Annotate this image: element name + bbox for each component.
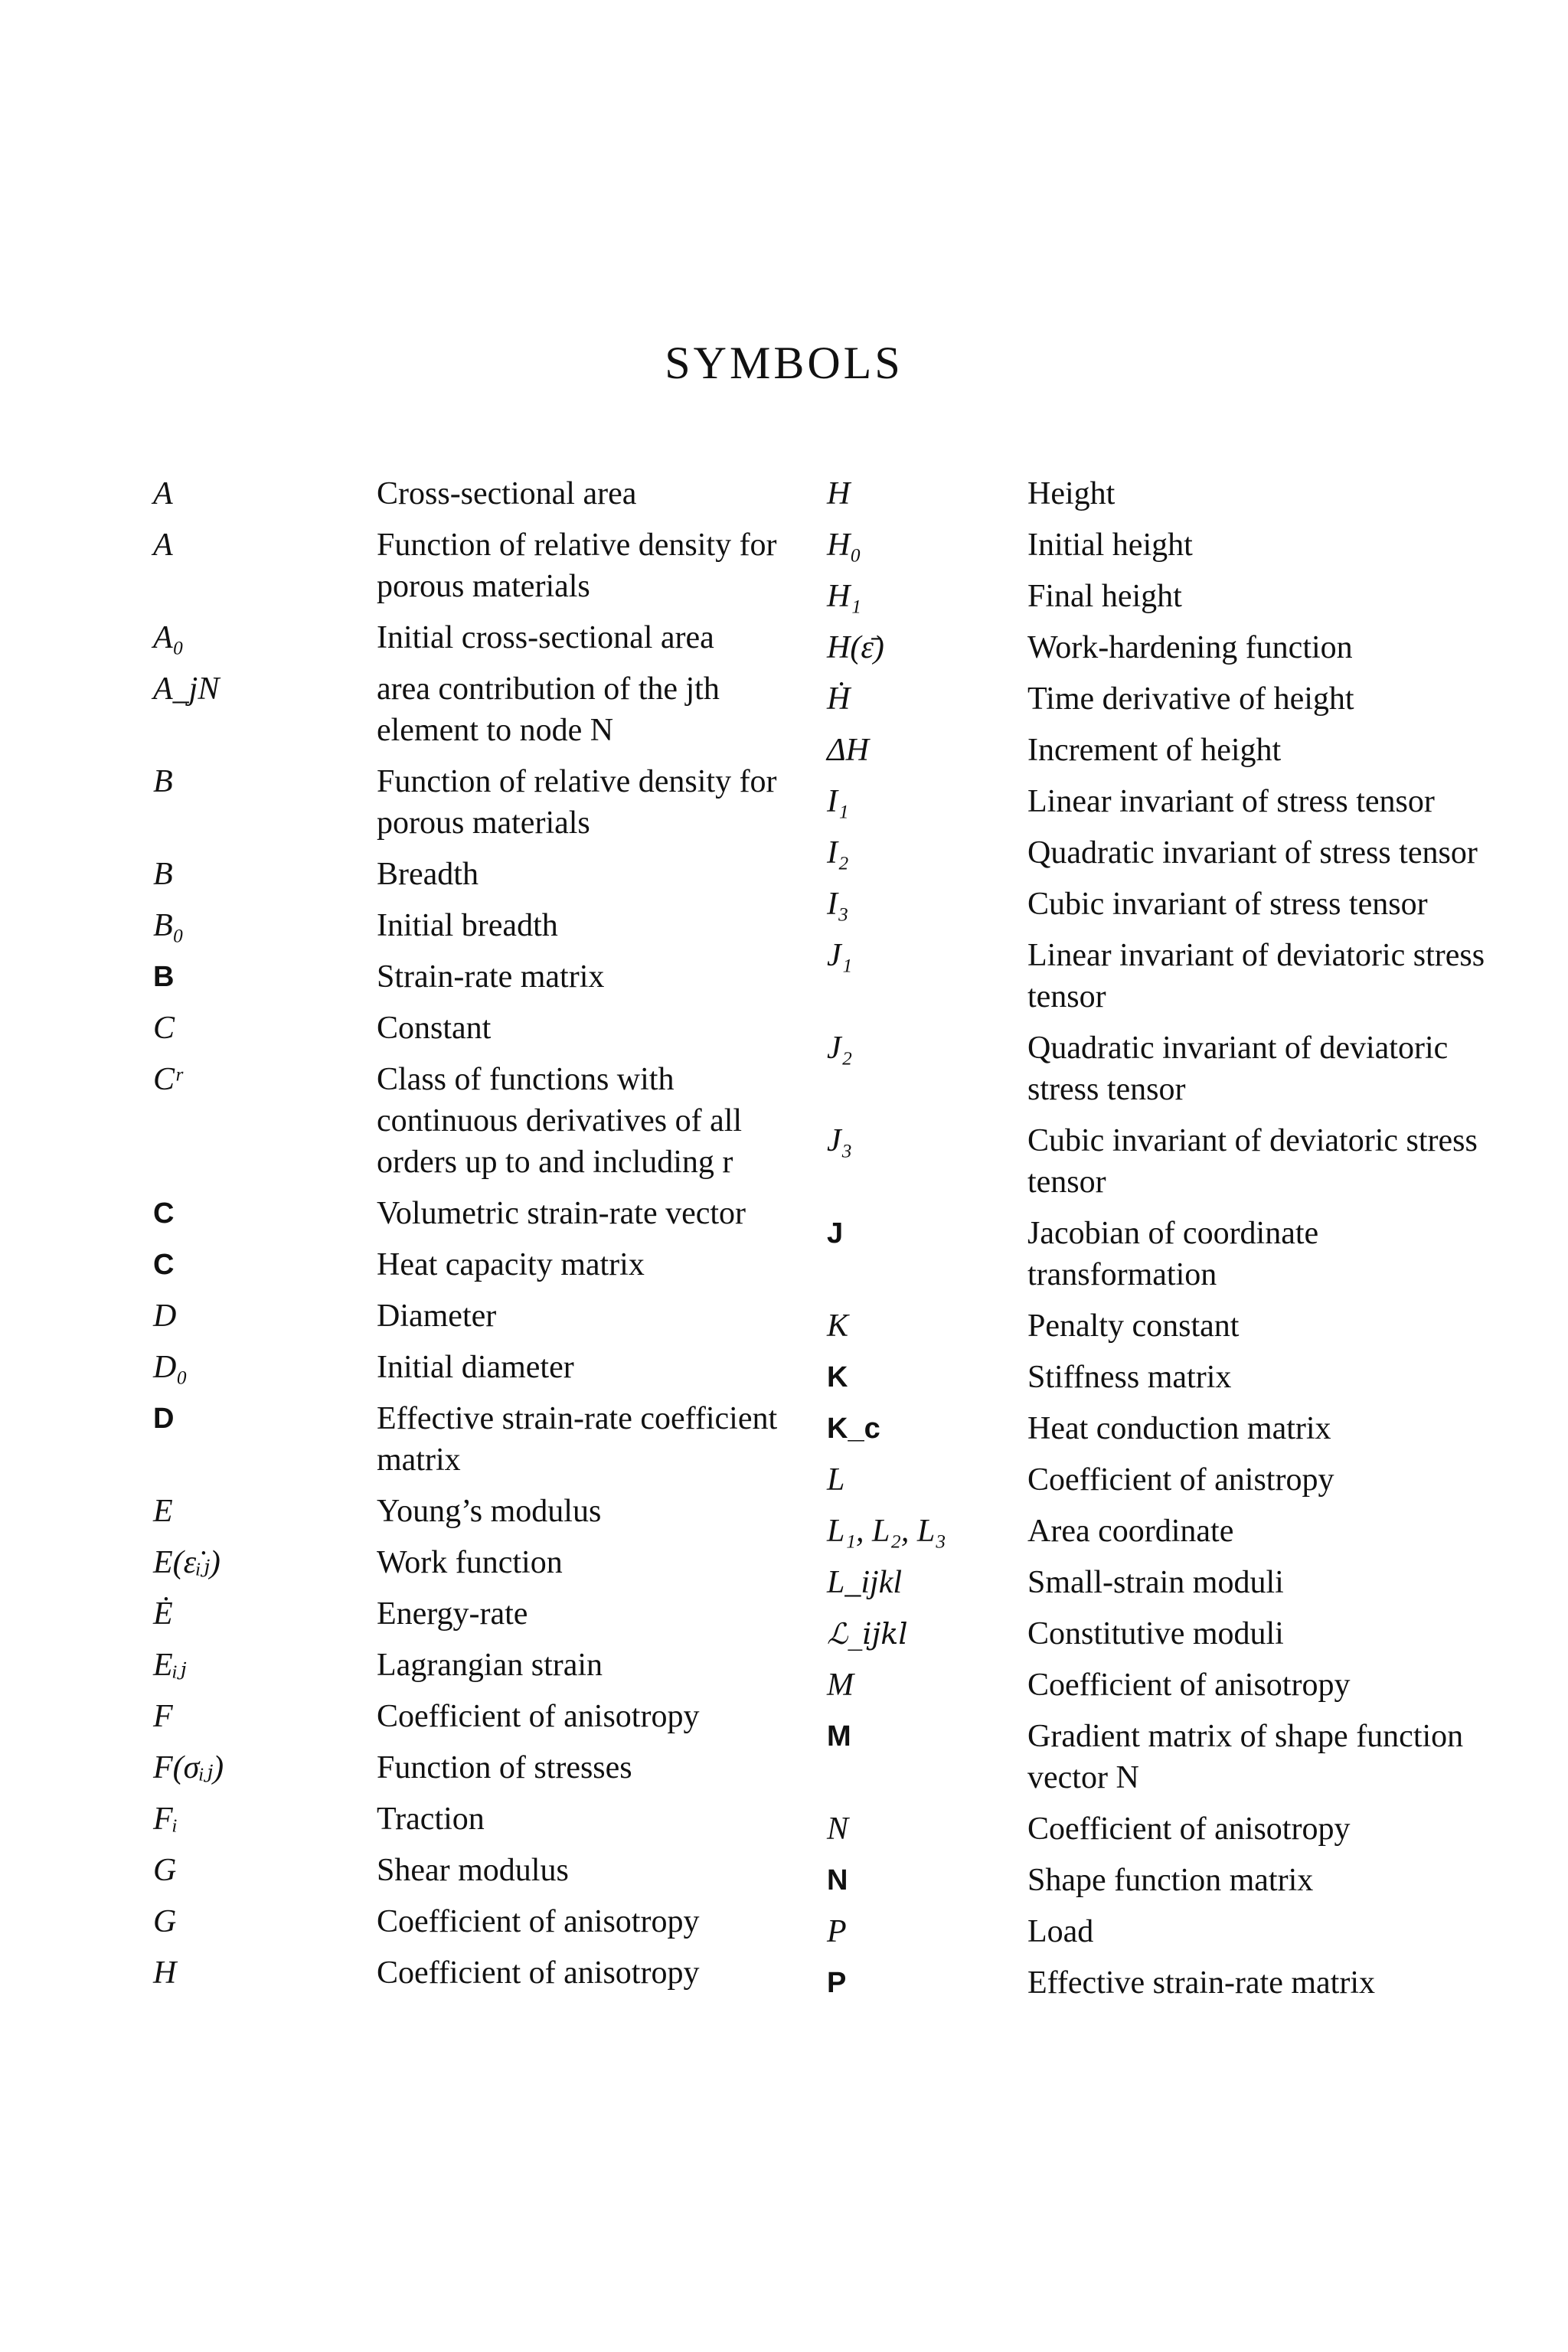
symbol-entry (153, 1798, 781, 1840)
symbol-entry (153, 1008, 781, 1049)
symbol-entry (827, 576, 1485, 617)
symbol-entry (153, 1850, 781, 1891)
symbol-description: Initial cross-sectional area (377, 620, 714, 655)
symbol: J₁ (827, 938, 853, 973)
symbol-entry (153, 1295, 781, 1337)
symbol: C (153, 1249, 175, 1281)
symbol-description: Linear invariant of stress tensor (1027, 784, 1435, 819)
symbol: J₃ (827, 1123, 853, 1158)
symbol-entry (153, 668, 781, 751)
symbol: C (153, 1197, 175, 1230)
symbol-description: Initial height (1027, 528, 1193, 563)
symbol-description: Increment of height (1027, 733, 1282, 768)
symbol: Fᵢ (153, 1802, 178, 1837)
symbol-description: Shear modulus (377, 1853, 569, 1888)
symbol-description: Volumetric strain-rate vector (377, 1196, 746, 1231)
symbol-entry (153, 617, 781, 658)
symbol: Ḣ (827, 681, 851, 717)
symbol-description: Coefficient of anisotropy (377, 1904, 700, 1939)
symbol-description: Lagrangian strain (377, 1648, 603, 1683)
symbol-entry (153, 1398, 781, 1481)
symbol-entry (827, 1911, 1485, 1952)
symbol-description: Gradient matrix of shape function vector N (1027, 1719, 1464, 1795)
symbol: E (153, 1494, 173, 1529)
symbol: D (153, 1298, 177, 1334)
symbol: K (827, 1308, 849, 1344)
symbol-description: Initial breadth (377, 908, 558, 943)
symbol-description: Coefficient of anisotropy (1027, 1668, 1351, 1703)
symbol-entry (153, 1696, 781, 1737)
symbol: L₁, L₂, L₃ (827, 1514, 946, 1549)
symbol-description: Cross-sectional area (377, 476, 637, 511)
symbol-entry (153, 1193, 781, 1234)
symbol-description: Coefficient of anisotropy (1027, 1811, 1351, 1847)
symbol-entry (153, 1347, 781, 1388)
symbol-description: Cubic invariant of deviatoric stress tensor (1027, 1123, 1478, 1200)
symbol: Cʳ (153, 1062, 182, 1097)
symbol-description: Heat conduction matrix (1027, 1411, 1331, 1446)
symbol: G (153, 1904, 177, 1939)
symbol-entry (827, 1357, 1485, 1398)
symbol-description: area contribution of the jth element to node N (377, 671, 720, 748)
symbol-description: Cubic invariant of stress tensor (1027, 887, 1428, 922)
symbol: Ė (153, 1596, 173, 1632)
symbol: ℒ_ijkl (827, 1617, 908, 1651)
symbol-description: Effective strain-rate coefficient matrix (377, 1401, 778, 1478)
symbol: H₁ (827, 579, 861, 614)
symbol: I₁ (827, 784, 849, 819)
symbol-description: Load (1027, 1914, 1094, 1949)
symbol: B (153, 857, 173, 892)
symbol-description: Heat capacity matrix (377, 1247, 645, 1282)
symbol-description: Coefficient of anistropy (1027, 1462, 1334, 1498)
symbol-entry (827, 1120, 1485, 1203)
symbol: K_c (827, 1413, 880, 1445)
symbol: A_jN (153, 671, 220, 707)
symbol-entry (827, 1511, 1485, 1552)
symbol-entry (153, 905, 781, 946)
symbol: I₃ (827, 887, 849, 922)
symbol: E(ε̇ᵢⱼ) (153, 1545, 220, 1580)
symbol-entry (827, 1213, 1485, 1295)
symbol-description: Breadth (377, 857, 479, 892)
symbol-description: Constitutive moduli (1027, 1616, 1284, 1651)
symbol-description: Initial diameter (377, 1350, 574, 1385)
symbol-description: Function of relative density for porous materials (377, 528, 777, 604)
symbol-description: Young’s modulus (377, 1494, 602, 1529)
symbol-entry (827, 524, 1485, 566)
symbol-entry (153, 1491, 781, 1532)
symbol-entry (153, 761, 781, 844)
symbol: M (827, 1720, 851, 1753)
symbol-description: Function of relative density for porous materials (377, 764, 777, 841)
symbol-description: Constant (377, 1011, 492, 1046)
symbol-description: Coefficient of anisotropy (377, 1699, 700, 1734)
symbol-description: Final height (1027, 579, 1182, 614)
symbol-entry (153, 1901, 781, 1942)
symbols-left-column (153, 473, 781, 2004)
symbol-entry (827, 1962, 1485, 2004)
page-title: SYMBOLS (665, 338, 903, 388)
symbol-description: Area coordinate (1027, 1514, 1234, 1549)
symbol-entry (153, 1542, 781, 1583)
symbol-description: Shape function matrix (1027, 1863, 1314, 1898)
symbol: M (827, 1668, 854, 1703)
symbol-entry (827, 1613, 1485, 1655)
symbol-description: Function of stresses (377, 1750, 632, 1785)
symbol-entry (827, 832, 1485, 874)
symbol: F (153, 1699, 173, 1734)
symbol-entry (827, 473, 1485, 514)
symbol: A (153, 528, 173, 563)
symbol-description: Quadratic invariant of deviatoric stress tensor (1027, 1031, 1449, 1107)
symbol-description: Work-hardening function (1027, 630, 1353, 665)
symbol: Eᵢⱼ (153, 1648, 187, 1683)
symbol-entry (153, 473, 781, 514)
symbol-entry (827, 1562, 1485, 1603)
symbols-right-column (827, 473, 1485, 2014)
symbol-description: Height (1027, 476, 1116, 511)
symbol: H₀ (827, 528, 861, 563)
symbol: J₂ (827, 1031, 853, 1066)
symbol-entry (827, 678, 1485, 720)
symbol: I₂ (827, 835, 849, 871)
symbol-entry (153, 854, 781, 895)
symbol: H (153, 1955, 177, 1991)
symbol-description: Stiffness matrix (1027, 1360, 1232, 1395)
symbol-entry (827, 1408, 1485, 1449)
symbol: D (153, 1403, 175, 1435)
symbol-entry (827, 1860, 1485, 1901)
symbol: ΔH (827, 733, 869, 768)
symbol-description: Quadratic invariant of stress tensor (1027, 835, 1478, 871)
symbol-description: Traction (377, 1802, 485, 1837)
symbol-entry (153, 1593, 781, 1635)
symbol-entry (827, 1027, 1485, 1110)
symbol-description: Time derivative of height (1027, 681, 1354, 717)
symbol-description: Class of functions with continuous derivatives of all orders up to and including r (377, 1062, 743, 1180)
symbol: L (827, 1462, 845, 1498)
symbol-description: Strain-rate matrix (377, 959, 605, 995)
symbol: L_ijkl (827, 1565, 903, 1600)
symbol: G (153, 1853, 177, 1888)
symbol: A (153, 476, 173, 511)
symbol-entry (827, 781, 1485, 822)
symbol-description: Effective strain-rate matrix (1027, 1965, 1376, 2001)
symbol-description: Linear invariant of deviatoric stress tensor (1027, 938, 1485, 1014)
symbol-entry (827, 1664, 1485, 1706)
symbol: D₀ (153, 1350, 188, 1385)
symbol-entry (827, 1808, 1485, 1850)
symbol: B (153, 961, 175, 993)
symbol-entry (827, 1305, 1485, 1347)
symbol-description: Diameter (377, 1298, 497, 1334)
symbol-entry (153, 1645, 781, 1686)
symbol: J (827, 1217, 844, 1250)
symbol: F(σᵢⱼ) (153, 1750, 224, 1785)
symbol: C (153, 1011, 175, 1046)
symbol-entry (153, 956, 781, 998)
symbol-entry (827, 935, 1485, 1018)
symbol-entry (153, 1059, 781, 1183)
symbol-entry (827, 1459, 1485, 1501)
symbol-description: Energy-rate (377, 1596, 528, 1632)
symbol-description: Work function (377, 1545, 563, 1580)
symbol: P (827, 1967, 847, 1999)
symbol-description: Penalty constant (1027, 1308, 1240, 1344)
symbol-entry (153, 1952, 781, 1994)
symbol: N (827, 1811, 849, 1847)
symbol: K (827, 1361, 848, 1393)
symbol-description: Jacobian of coordinate transformation (1027, 1216, 1319, 1292)
symbol-entry (153, 1747, 781, 1788)
symbol: N (827, 1864, 848, 1896)
symbol-description: Small-strain moduli (1027, 1565, 1284, 1600)
symbol: A₀ (153, 620, 185, 655)
symbol: B (153, 764, 173, 799)
symbol-entry (827, 1716, 1485, 1798)
symbol-entry (153, 524, 781, 607)
symbol: H (827, 476, 851, 511)
symbol: P (827, 1914, 847, 1949)
symbol-entry (153, 1244, 781, 1285)
symbol: B₀ (153, 908, 185, 943)
symbol-entry (827, 884, 1485, 925)
symbol-entry (827, 627, 1485, 668)
symbol-description: Coefficient of anisotropy (377, 1955, 700, 1991)
symbol: H(ε̄) (827, 630, 884, 665)
symbol-entry (827, 730, 1485, 771)
